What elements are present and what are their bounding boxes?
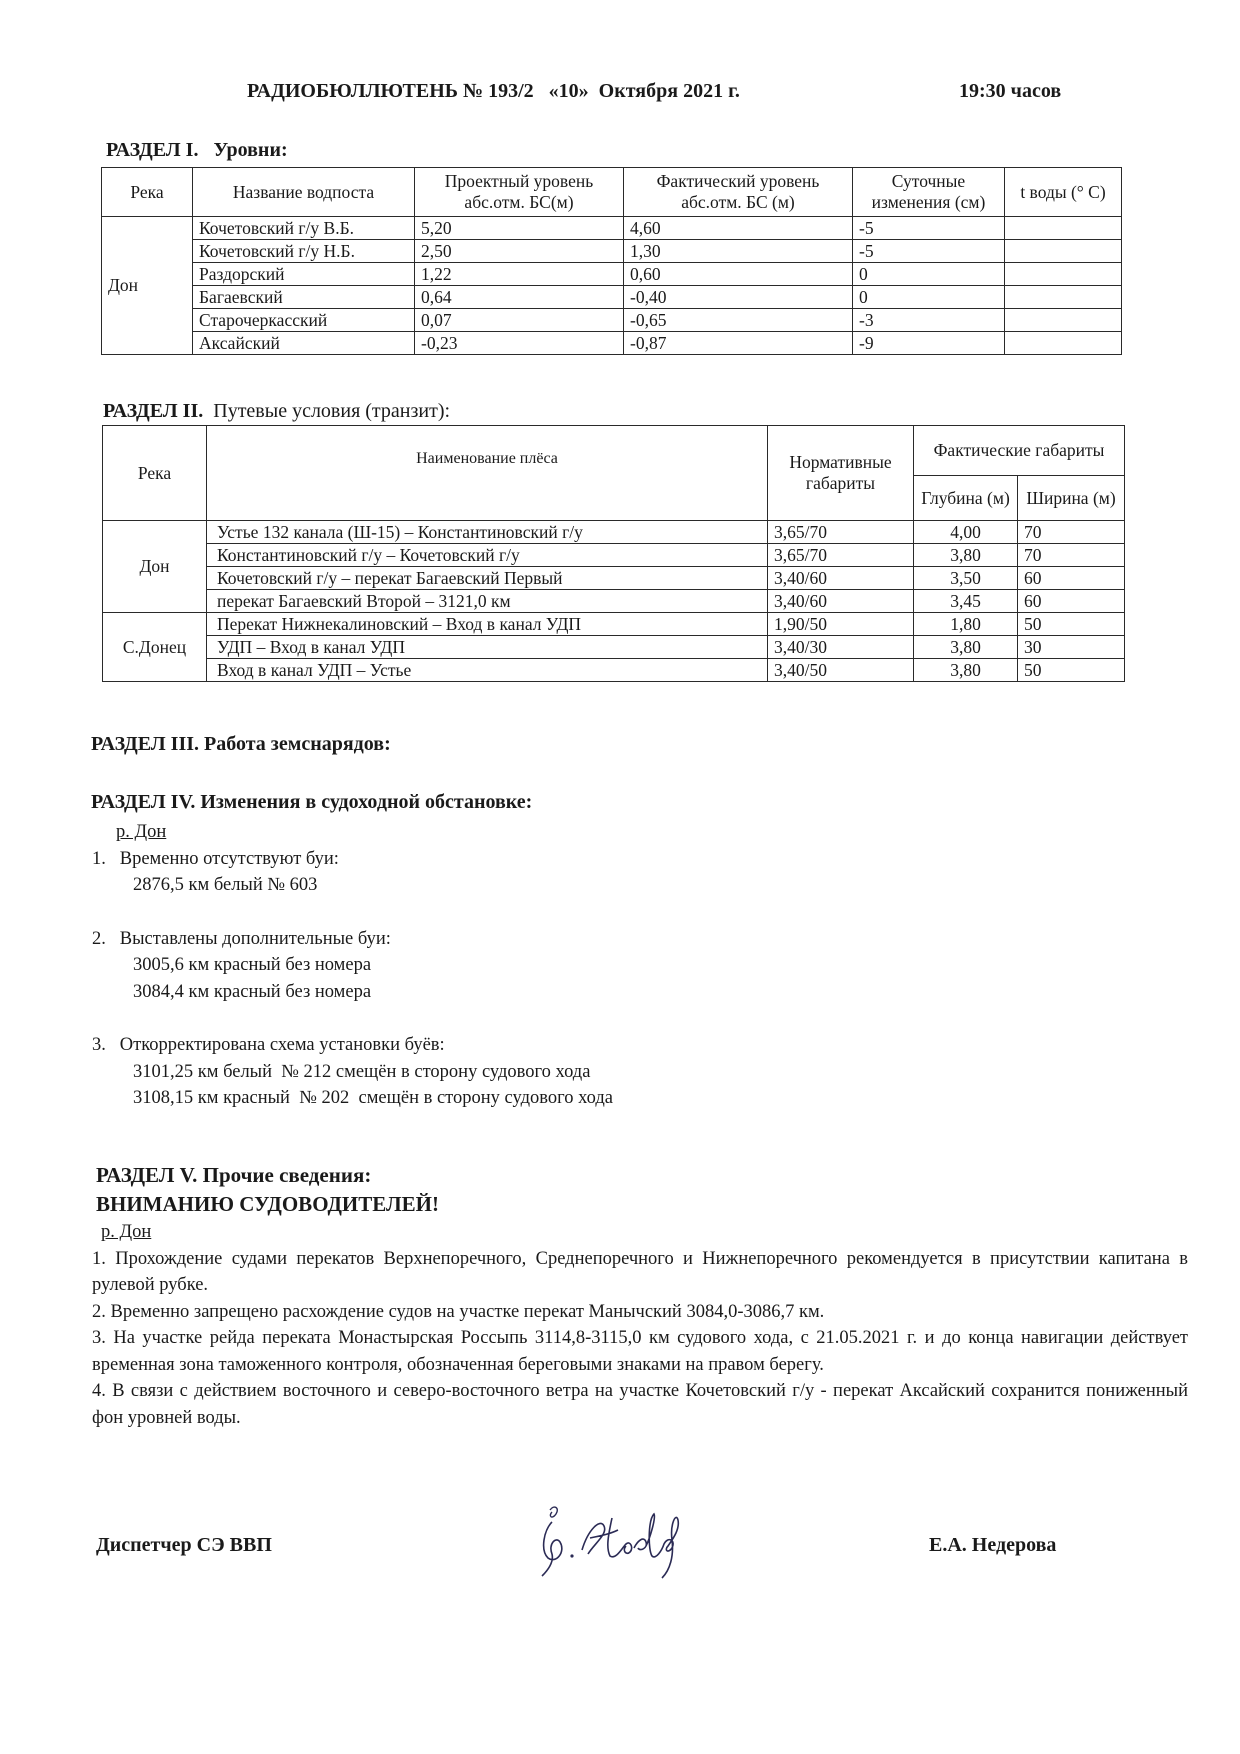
actual-level-cell: 4,60 (624, 217, 853, 240)
levels-row (102, 240, 1122, 263)
route-row (103, 567, 1125, 590)
depth-cell: 3,80 (914, 544, 1018, 567)
water-temp-cell (1005, 263, 1122, 286)
section2-heading: Путевые условия (транзит): (213, 400, 451, 422)
actual-level-cell: -0,65 (624, 309, 853, 332)
section5-body (92, 1219, 1188, 1431)
daily-change-cell: 0 (853, 263, 1005, 286)
design-level-cell: -0,23 (415, 332, 624, 355)
normative-cell: 1,90/50 (768, 613, 914, 636)
reach-name-cell: Константиновский г/у – Кочетовский г/у (207, 544, 768, 567)
buoy-line: 3084,4 км красный без номера (133, 981, 372, 1002)
depth-cell: 4,00 (914, 521, 1018, 544)
water-temp-cell (1005, 217, 1122, 240)
reach-name-cell: Вход в канал УДП – Устье (207, 659, 768, 682)
depth-cell: 3,80 (914, 659, 1018, 682)
dispatcher-position: Диспетчер СЭ ВВП (96, 1534, 272, 1556)
section5-item-2: 2. Временно запрещено расхождение судов на участке перекат Манычский 3084,0-3086,7 км. (92, 1301, 825, 1322)
normative-cell: 3,65/70 (768, 544, 914, 567)
section5-item-1: 1. Прохождение судами перекатов Верхнепоречного, Среднепоречного и Нижнепоречного рекомендуется в присутствии капитана в рулевой рубке. (92, 1248, 1188, 1295)
actual-level-cell: 1,30 (624, 240, 853, 263)
reach-name-cell: Перекат Нижнекалиновский – Вход в канал УДП (207, 613, 768, 636)
col-river: Река (103, 426, 207, 521)
actual-level-cell: -0,87 (624, 332, 853, 355)
col-actual-dims: Фактические габариты (914, 426, 1125, 476)
daily-change-cell: -5 (853, 217, 1005, 240)
levels-header-row (102, 168, 1122, 217)
buoy-line: 3101,25 км белый № 212 смещён в сторону судового хода (133, 1061, 591, 1082)
post-name-cell: Кочетовский г/у Н.Б. (193, 240, 415, 263)
bulletin-header (247, 80, 1087, 103)
width-cell: 70 (1018, 544, 1125, 567)
bulletin-title: РАДИОБЮЛЛЮТЕНЬ № 193/2 «10» Октября 2021 г. (247, 80, 740, 102)
depth-cell: 3,45 (914, 590, 1018, 613)
section5-item-3: 3. На участке рейда переката Монастырская Россыпь 3114,8-3115,0 км судового хода, с 21.05.2021 г. и до конца навигации действует временная зона таможенного контроля, обозначенная береговыми знаками на правом берегу. (92, 1328, 1188, 1375)
levels-row (102, 309, 1122, 332)
col-river: Река (102, 168, 193, 217)
normative-cell: 3,65/70 (768, 521, 914, 544)
col-depth: Глубина (м) (914, 476, 1018, 521)
route-row (103, 544, 1125, 567)
actual-level-cell: -0,40 (624, 286, 853, 309)
col-daily-change: Суточные изменения (см) (853, 168, 1005, 217)
route-conditions-table (102, 425, 1125, 682)
depth-cell: 1,80 (914, 613, 1018, 636)
section1-title (106, 139, 288, 162)
width-cell: 60 (1018, 567, 1125, 590)
buoy-change-heading: 3. Откорректирована схема установки буёв: (92, 1035, 445, 1055)
normative-cell: 3,40/60 (768, 590, 914, 613)
design-level-cell: 0,64 (415, 286, 624, 309)
reach-name-cell: перекат Багаевский Второй – 3121,0 км (207, 590, 768, 613)
route-row (103, 521, 1125, 544)
levels-row (102, 217, 1122, 240)
reach-name-cell: УДП – Вход в канал УДП (207, 636, 768, 659)
water-temp-cell (1005, 309, 1122, 332)
design-level-cell: 0,07 (415, 309, 624, 332)
levels-row (102, 286, 1122, 309)
water-temp-cell (1005, 286, 1122, 309)
width-cell: 30 (1018, 636, 1125, 659)
post-name-cell: Кочетовский г/у В.Б. (193, 217, 415, 240)
design-level-cell: 1,22 (415, 263, 624, 286)
section1-heading: Уровни: (213, 139, 288, 161)
section1-label: РАЗДЕЛ I. (106, 139, 199, 161)
design-level-cell: 5,20 (415, 217, 624, 240)
actual-level-cell: 0,60 (624, 263, 853, 286)
levels-table (101, 167, 1122, 355)
daily-change-cell: -9 (853, 332, 1005, 355)
section3-title: РАЗДЕЛ III. Работа земснарядов: (91, 733, 391, 755)
width-cell: 70 (1018, 521, 1125, 544)
section5-item-4: 4. В связи с действием восточного и северо-восточного ветра на участке Кочетовский г/у - перекат Аксайский сохранится пониженный фон уровней воды. (92, 1381, 1188, 1428)
section2-label: РАЗДЕЛ II. (103, 400, 204, 422)
buoy-change-item (92, 846, 992, 899)
col-water-temp: t воды (° С) (1005, 168, 1122, 217)
width-cell: 60 (1018, 590, 1125, 613)
buoy-line: 2876,5 км белый № 603 (133, 875, 318, 895)
col-design-level: Проектный уровень абс.отм. БС(м) (415, 168, 624, 217)
daily-change-cell: -3 (853, 309, 1005, 332)
daily-change-cell: -5 (853, 240, 1005, 263)
section5-subtitle: ВНИМАНИЮ СУДОВОДИТЕЛЕЙ! (96, 1192, 439, 1216)
col-normative: Нормативные габариты (768, 426, 914, 521)
col-post-name: Название водпоста (193, 168, 415, 217)
depth-cell: 3,80 (914, 636, 1018, 659)
route-row (103, 636, 1125, 659)
signature (530, 1500, 700, 1585)
normative-cell: 3,40/50 (768, 659, 914, 682)
route-row (103, 590, 1125, 613)
buoy-change-item (92, 926, 992, 1006)
buoy-change-heading: 2. Выставлены дополнительные буи: (92, 928, 391, 949)
buoy-line: 3005,6 км красный без номера (133, 955, 372, 975)
route-row (103, 659, 1125, 682)
river-name-cell: Дон (102, 217, 193, 355)
dispatcher-name: Е.А. Недерова (929, 1534, 1057, 1556)
section2-title (103, 400, 450, 423)
section5-title: РАЗДЕЛ V. Прочие сведения: (96, 1163, 372, 1187)
levels-row (102, 263, 1122, 286)
levels-row (102, 332, 1122, 355)
buoy-line: 3108,15 км красный № 202 смещён в сторону судового хода (133, 1088, 613, 1108)
bulletin-time: 19:30 часов (959, 80, 1062, 102)
section5-river: р. Дон (101, 1222, 152, 1242)
design-level-cell: 2,50 (415, 240, 624, 263)
route-row (103, 613, 1125, 636)
normative-cell: 3,40/60 (768, 567, 914, 590)
daily-change-cell: 0 (853, 286, 1005, 309)
post-name-cell: Багаевский (193, 286, 415, 309)
col-actual-level: Фактический уровень абс.отм. БС (м) (624, 168, 853, 217)
normative-cell: 3,40/30 (768, 636, 914, 659)
col-reach-name: Наименование плёса (207, 426, 768, 521)
water-temp-cell (1005, 240, 1122, 263)
buoy-change-item (92, 1032, 992, 1112)
river-name-cell: Дон (103, 521, 207, 613)
width-cell: 50 (1018, 613, 1125, 636)
width-cell: 50 (1018, 659, 1125, 682)
col-width: Ширина (м) (1018, 476, 1125, 521)
buoy-change-heading: 1. Временно отсутствуют буи: (92, 848, 339, 869)
reach-name-cell: Кочетовский г/у – перекат Багаевский Первый (207, 567, 768, 590)
section4-river: р. Дон (116, 822, 167, 842)
river-name-cell: С.Донец (103, 613, 207, 682)
post-name-cell: Раздорский (193, 263, 415, 286)
post-name-cell: Старочеркасский (193, 309, 415, 332)
reach-name-cell: Устье 132 канала (Ш-15) – Константиновский г/у (207, 521, 768, 544)
section4-body (92, 819, 992, 1112)
section4-title: РАЗДЕЛ IV. Изменения в судоходной обстановке: (91, 791, 533, 813)
post-name-cell: Аксайский (193, 332, 415, 355)
depth-cell: 3,50 (914, 567, 1018, 590)
water-temp-cell (1005, 332, 1122, 355)
